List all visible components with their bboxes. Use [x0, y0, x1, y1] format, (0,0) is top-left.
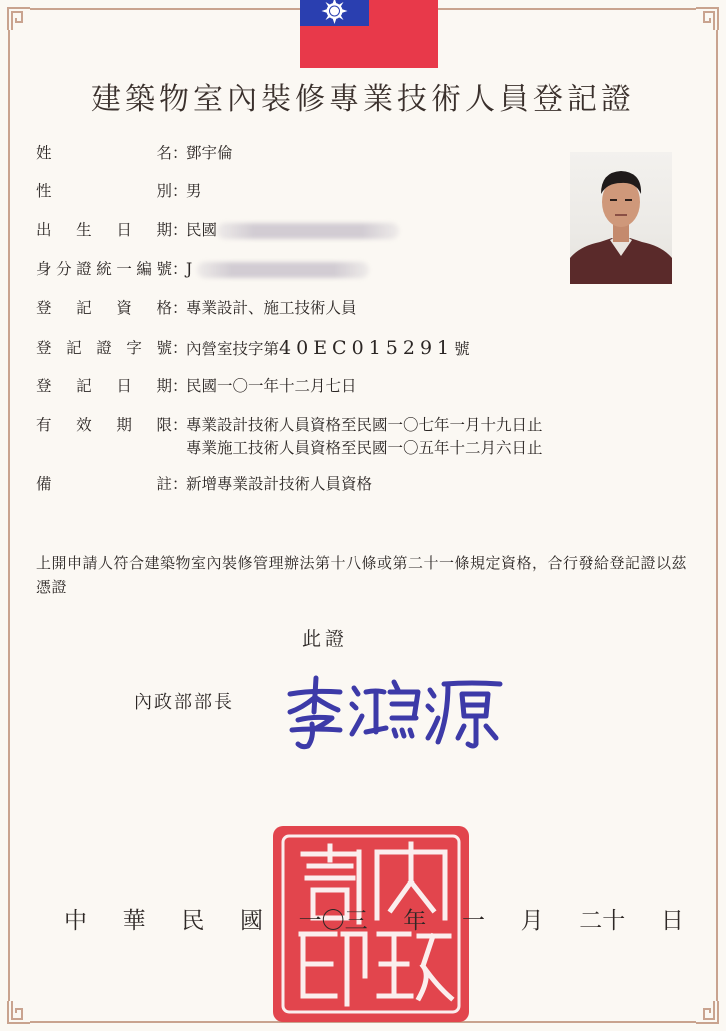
colon: ： [172, 377, 188, 395]
date-char: 民 [181, 908, 205, 934]
date-char: 年 [403, 908, 427, 934]
validity-construction: 專業施工技術人員資格至民國一〇五年十二月六日止 [186, 439, 543, 457]
label-char: 編 [136, 260, 152, 278]
field-value-registration-date: 民國一〇一年十二月七日 [186, 377, 357, 395]
colon: ： [172, 182, 188, 200]
label-char: 證 [96, 339, 112, 357]
label-char: 日 [116, 377, 132, 395]
label-char: 出 [36, 221, 52, 239]
colon: ： [172, 221, 188, 239]
label-char: 格 [156, 299, 172, 317]
certification-statement: 上開申請人符合建築物室內裝修管理辦法第十八條或第二十一條規定資格，合行發給登記證以茲憑證 [36, 554, 688, 596]
label-char: 記 [76, 299, 92, 317]
label-char: 登 [36, 339, 52, 357]
minister-signature [282, 668, 512, 754]
validity-design: 專業設計技術人員資格至民國一〇七年一月十九日止 [186, 416, 543, 434]
label-char: 效 [76, 416, 92, 434]
field-row-validity [36, 415, 543, 455]
frame-border-left [8, 30, 10, 1001]
label-char: 資 [116, 299, 132, 317]
label-char: 性 [36, 182, 52, 200]
label-char: 身 [36, 260, 52, 278]
date-month: 一 [461, 908, 485, 934]
date-char: 國 [239, 908, 263, 934]
label-char: 備 [36, 475, 52, 493]
label-char: 號 [156, 339, 172, 357]
colon: ： [172, 299, 188, 317]
label-char: 號 [156, 260, 172, 278]
label-char: 記 [66, 339, 82, 357]
field-value-id-number [186, 259, 369, 279]
field-row-cert-number [36, 338, 470, 359]
field-row-sex [36, 181, 202, 201]
national-flag-icon [300, 0, 438, 68]
corner-ornament-icon [0, 997, 34, 1031]
field-value-sex: 男 [186, 182, 202, 200]
corner-ornament-icon [692, 997, 726, 1031]
field-label [36, 474, 172, 494]
field-row-id-number [36, 259, 369, 279]
applicant-photo [570, 152, 672, 284]
certification-closing: 此證 [302, 628, 349, 650]
frame-border-right [716, 30, 718, 1001]
field-row-remarks [36, 474, 372, 494]
label-char: 記 [76, 377, 92, 395]
field-label [36, 376, 172, 396]
date-day: 二十 [579, 908, 626, 934]
id-prefix: J [186, 260, 193, 278]
colon: ： [172, 475, 188, 493]
field-label [36, 415, 172, 455]
field-label [36, 220, 172, 240]
cert-number-suffix: 號 [454, 340, 470, 358]
date-char: 中 [64, 908, 87, 934]
label-char: 期 [156, 221, 172, 239]
field-row-registration-date [36, 376, 357, 396]
label-char: 證 [76, 260, 92, 278]
redacted-blur [217, 223, 399, 239]
field-value-remarks: 新增專業設計技術人員資格 [186, 475, 373, 493]
minister-title: 內政部部長 [134, 692, 234, 713]
field-value-name: 鄧宇倫 [186, 144, 233, 162]
date-char: 日 [660, 908, 684, 934]
cert-number-digits: 40EC015291 [279, 337, 455, 359]
label-char: 登 [36, 299, 52, 317]
field-label [36, 143, 172, 163]
label-char: 名 [156, 144, 172, 162]
date-char: 月 [520, 908, 544, 934]
label-char: 分 [56, 260, 72, 278]
label-char: 註 [156, 475, 172, 493]
label-char: 限 [156, 416, 172, 434]
label-char: 姓 [36, 144, 52, 162]
field-label [36, 259, 172, 279]
label-char: 有 [36, 416, 52, 434]
colon: ： [172, 260, 188, 278]
label-char: 日 [116, 221, 132, 239]
label-char: 字 [126, 339, 142, 357]
label-char: 期 [116, 416, 132, 434]
redacted-blur [197, 262, 369, 278]
birthdate-prefix: 民國 [186, 221, 218, 239]
date-char: 華 [122, 908, 146, 934]
label-char: 期 [156, 377, 172, 395]
field-row-birthdate [36, 220, 399, 240]
field-value-validity [186, 415, 543, 455]
date-year: 一〇三 [298, 908, 368, 934]
field-value-qualification: 專業設計、施工技術人員 [186, 299, 357, 317]
corner-ornament-icon [692, 0, 726, 34]
label-char: 一 [116, 260, 132, 278]
field-label [36, 338, 172, 359]
label-char: 統 [96, 260, 112, 278]
field-value-birthdate [186, 220, 399, 240]
label-char: 生 [76, 221, 92, 239]
certificate-title: 建築物室內裝修專業技術人員登記證 [91, 82, 635, 117]
corner-ornament-icon [0, 0, 34, 34]
label-char: 登 [36, 377, 52, 395]
issue-date [64, 902, 684, 935]
field-row-name [36, 143, 233, 163]
label-char: 別 [156, 182, 172, 200]
cert-number-prefix: 內營室技字第 [186, 340, 280, 358]
colon: ： [172, 144, 188, 162]
colon: ： [172, 416, 188, 434]
field-row-qualification [36, 298, 357, 318]
field-label [36, 298, 172, 318]
field-label [36, 181, 172, 201]
colon: ： [172, 339, 188, 357]
field-value-cert-number [186, 338, 470, 359]
